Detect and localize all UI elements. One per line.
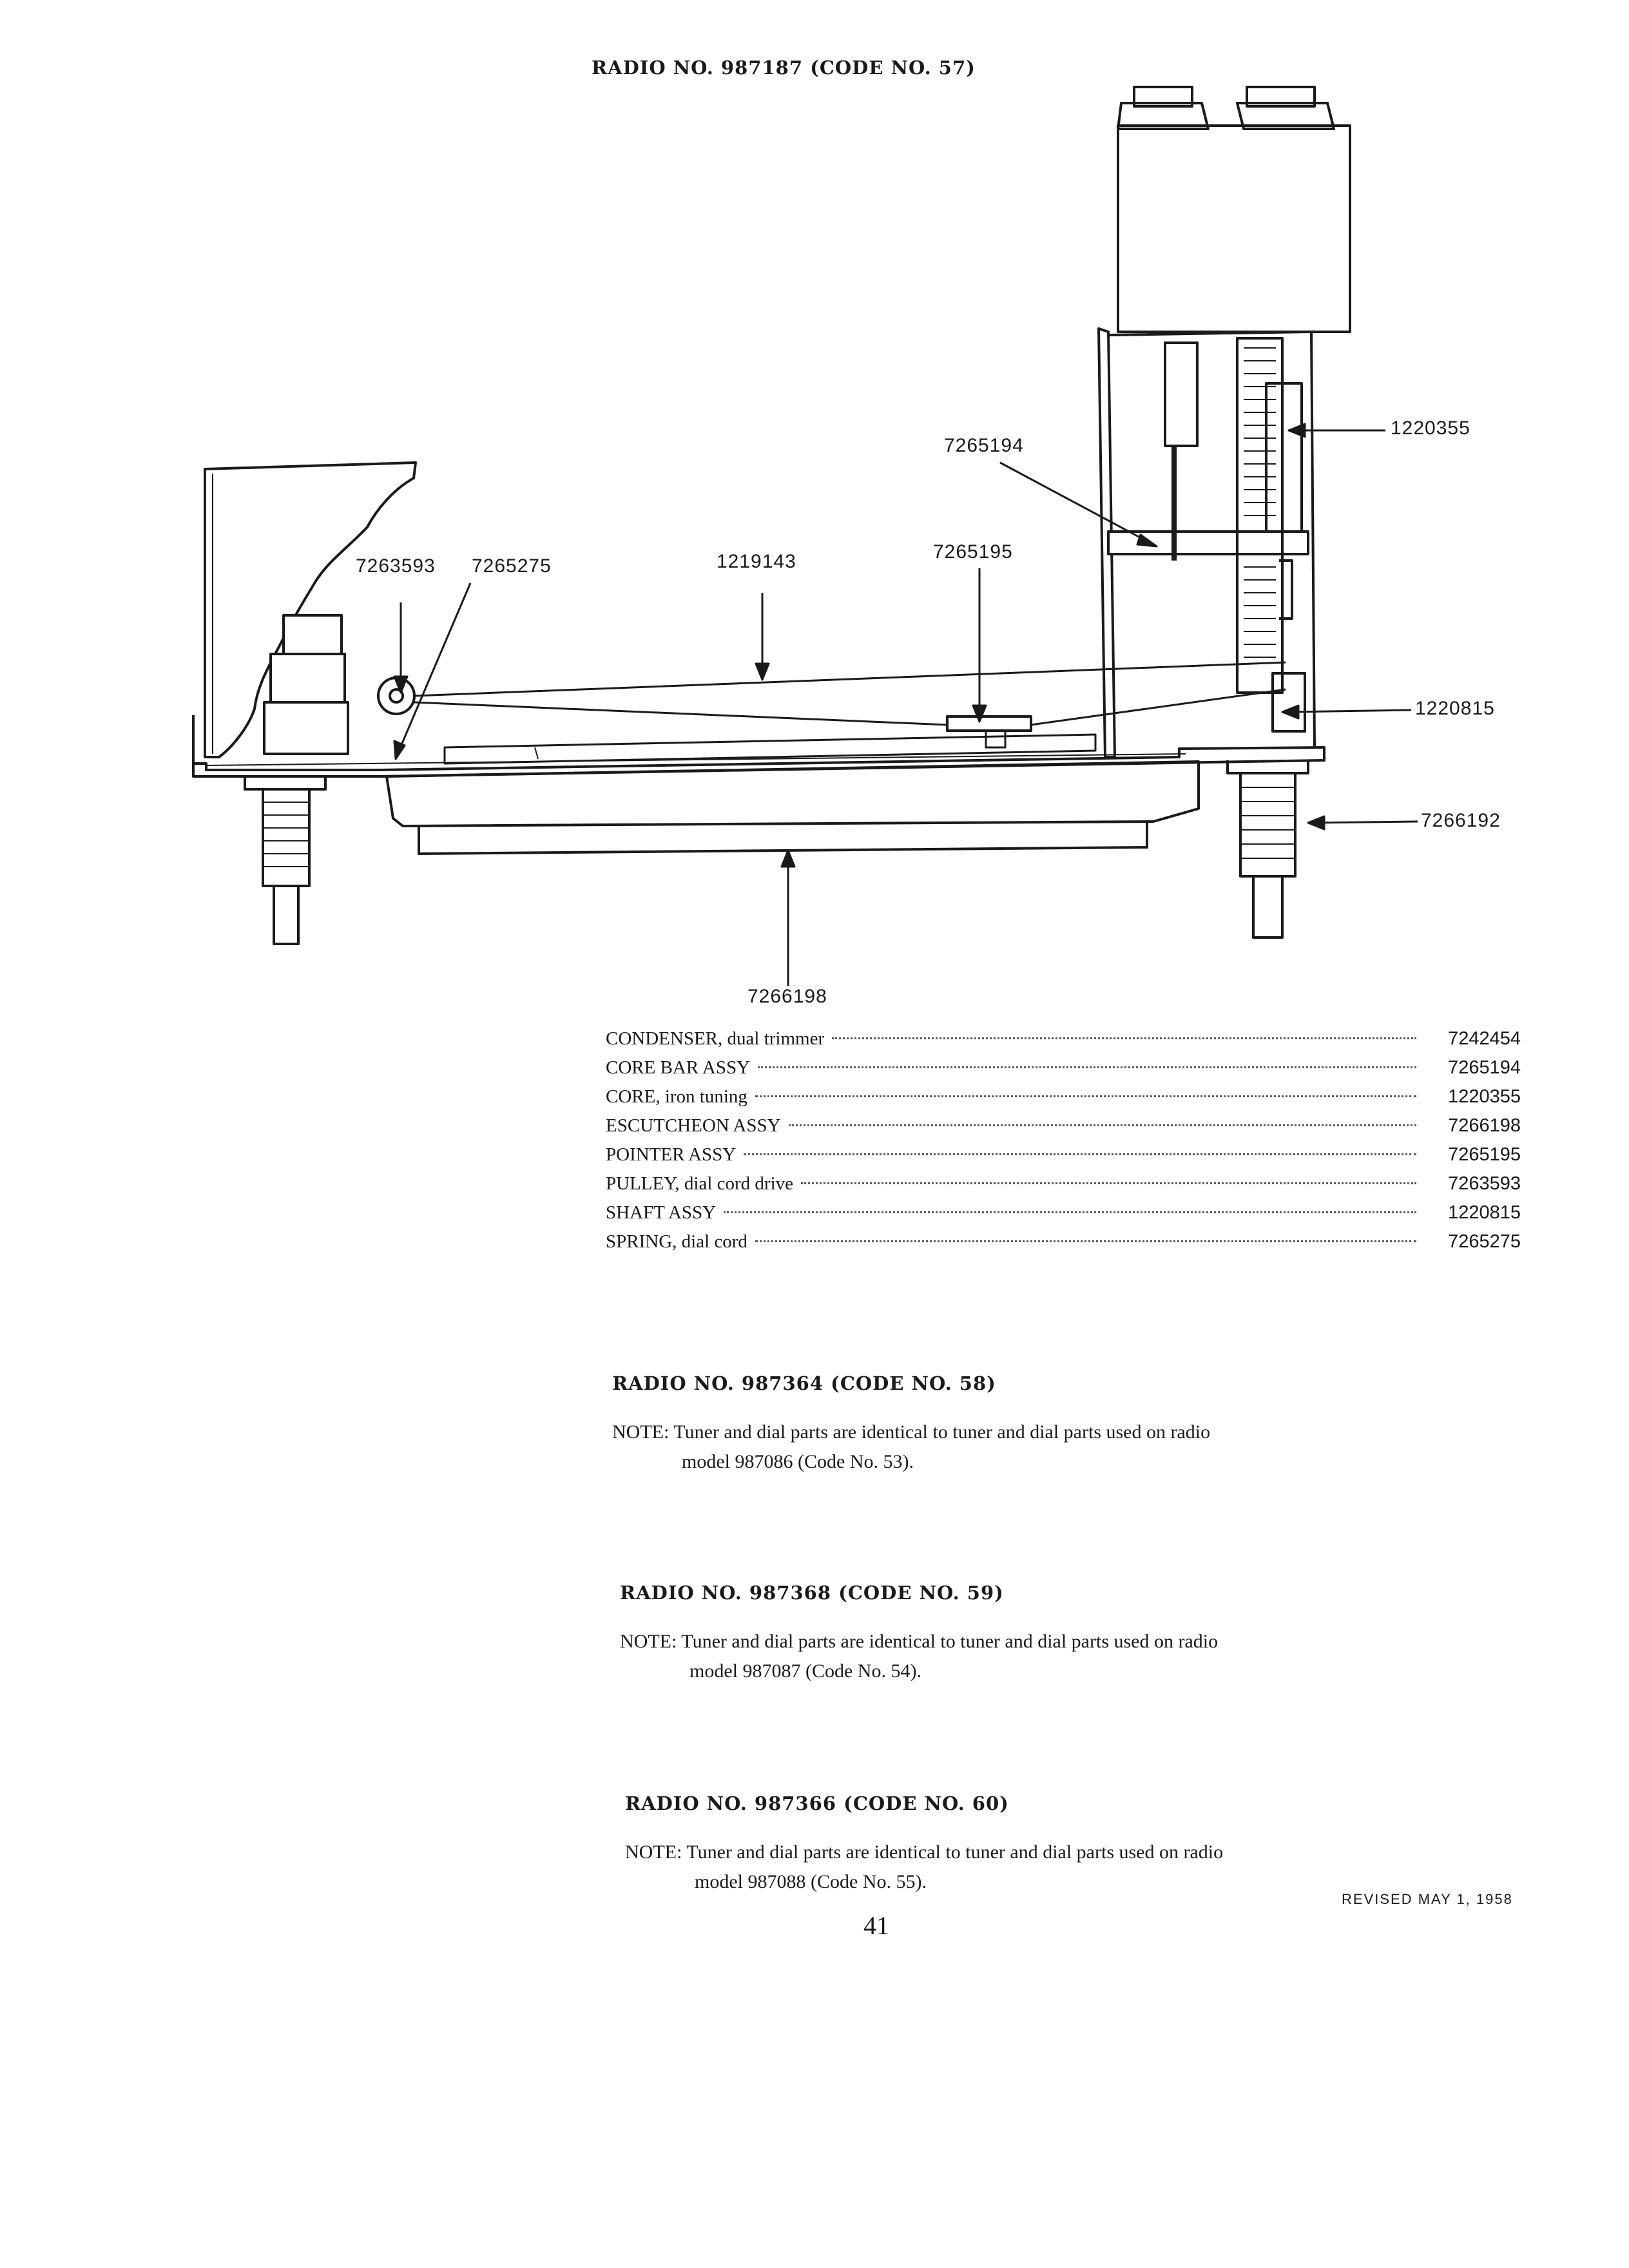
part-number: 7263593 (1448, 1173, 1521, 1194)
escutcheon (387, 735, 1199, 854)
tuner-can (1118, 87, 1350, 332)
callout-1220355: 1220355 (1391, 418, 1470, 439)
parts-row (606, 1169, 1521, 1198)
note-text-line2: model 987088 (Code No. 55). (695, 1871, 927, 1892)
parts-row (606, 1198, 1521, 1227)
part-name: CORE, iron tuning (606, 1086, 747, 1107)
callout-7265194: 7265194 (944, 435, 1024, 456)
callout-7265275: 7265275 (472, 555, 552, 577)
tuner-diagram (0, 0, 1629, 1005)
heading-radio-59: RADIO NO. 987368 (CODE NO. 59) (620, 1582, 1004, 1604)
part-number: 7265194 (1448, 1057, 1521, 1078)
part-name: SPRING, dial cord (606, 1231, 747, 1252)
left-shaft (245, 776, 325, 944)
callout-7266192: 7266192 (1421, 810, 1501, 831)
heading-radio-57: RADIO NO. 987187 (CODE NO. 57) (592, 57, 976, 79)
part-number: 7265195 (1448, 1144, 1521, 1165)
note-label: NOTE: (612, 1421, 670, 1443)
callout-1220815: 1220815 (1415, 698, 1495, 719)
note-text-line1: Tuner and dial parts are identical to tuner and dial parts used on radio (681, 1631, 1219, 1652)
heading-radio-58: RADIO NO. 987364 (CODE NO. 58) (612, 1372, 996, 1394)
parts-list (606, 1024, 1521, 1256)
part-name: ESCUTCHEON ASSY (606, 1115, 781, 1136)
parts-row (606, 1024, 1521, 1053)
tuner-frame (1099, 329, 1315, 757)
note-text-line1: Tuner and dial parts are identical to tuner and dial parts used on radio (673, 1421, 1211, 1443)
note-60 (625, 1838, 1463, 1897)
part-name: PULLEY, dial cord drive (606, 1173, 794, 1194)
parts-row (606, 1111, 1521, 1140)
note-text-line2: model 987087 (Code No. 54). (689, 1660, 921, 1682)
parts-row (606, 1053, 1521, 1082)
part-number: 1220815 (1448, 1202, 1521, 1223)
callout-7265195: 7265195 (933, 541, 1013, 562)
callout-1219143: 1219143 (717, 551, 796, 572)
part-number: 7265275 (1448, 1231, 1521, 1252)
parts-row (606, 1082, 1521, 1111)
note-text-line2: model 987086 (Code No. 53). (682, 1451, 914, 1472)
note-label: NOTE: (620, 1631, 677, 1652)
page-number: 41 (863, 1911, 889, 1940)
part-number: 7242454 (1448, 1028, 1521, 1049)
right-shaft (1228, 760, 1308, 937)
note-text-line1: Tuner and dial parts are identical to tuner and dial parts used on radio (686, 1841, 1224, 1863)
part-name: CORE BAR ASSY (606, 1057, 751, 1078)
left-housing (193, 463, 416, 764)
note-59 (620, 1627, 1458, 1686)
parts-row (606, 1227, 1521, 1256)
heading-radio-60: RADIO NO. 987366 (CODE NO. 60) (625, 1792, 1009, 1814)
callout-7263593: 7263593 (356, 555, 436, 577)
part-number: 1220355 (1448, 1086, 1521, 1107)
part-name: POINTER ASSY (606, 1144, 737, 1165)
leader-lines (394, 424, 1418, 986)
part-name: SHAFT ASSY (606, 1202, 717, 1223)
callout-7266198: 7266198 (747, 986, 827, 1007)
part-number: 7266198 (1448, 1115, 1521, 1136)
parts-row (606, 1140, 1521, 1169)
note-58 (612, 1418, 1450, 1477)
revised-date: REVISED MAY 1, 1958 (1342, 1891, 1513, 1907)
dial-cord (378, 662, 1286, 747)
part-name: CONDENSER, dual trimmer (606, 1028, 825, 1049)
note-label: NOTE: (625, 1841, 682, 1863)
